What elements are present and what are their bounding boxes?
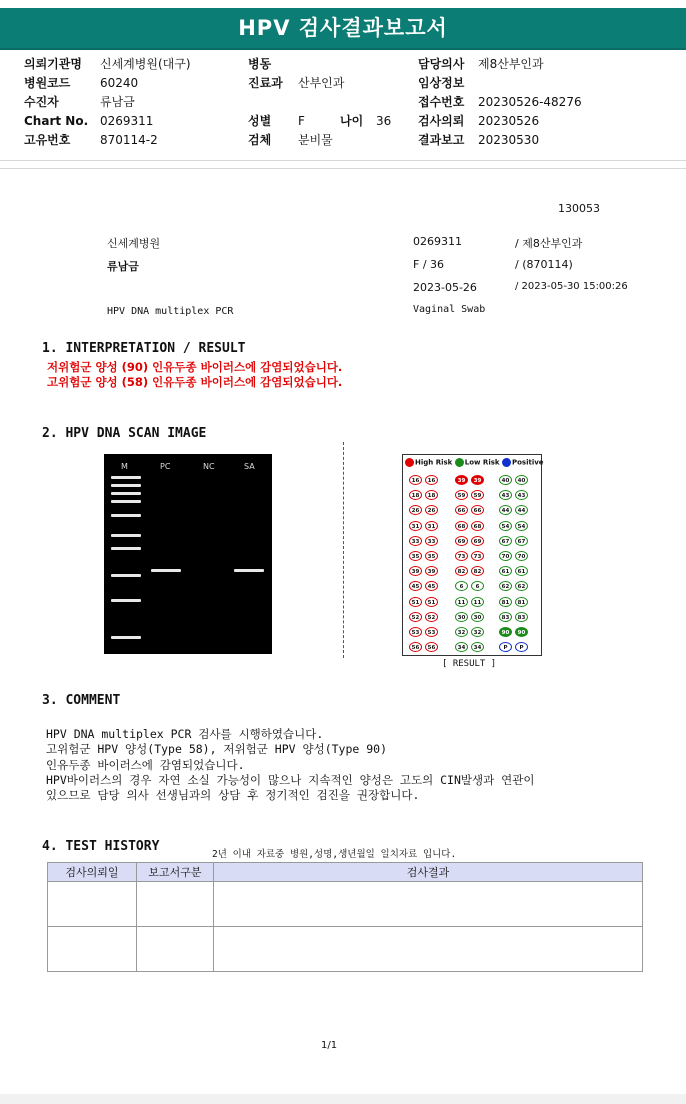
info-label: 병동 — [248, 57, 272, 71]
section-history-title: 4. TEST HISTORY — [42, 839, 160, 854]
test-name: HPV DNA multiplex PCR — [107, 306, 234, 317]
chip-spot: 32 — [471, 627, 484, 637]
chip-spot: 39 — [455, 475, 468, 485]
table-row — [48, 882, 643, 927]
chip-spot: 62 — [499, 581, 512, 591]
chip-spot: 69 — [455, 536, 468, 546]
birth-date: / (870114) — [515, 258, 573, 271]
chip-spot: 31 — [409, 521, 422, 531]
report-code: 130053 — [558, 202, 600, 215]
gel-sample-band — [234, 569, 264, 572]
table-cell — [48, 882, 137, 927]
chip-spot: 32 — [455, 627, 468, 637]
chip-spot: 73 — [471, 551, 484, 561]
info-value: 산부인과 — [298, 76, 345, 90]
chip-spot: 68 — [455, 521, 468, 531]
gel-ladder-band — [111, 534, 141, 537]
chip-spot: 26 — [425, 505, 438, 515]
chip-spot: 16 — [409, 475, 422, 485]
hpv-chip-scan — [402, 454, 542, 656]
table-header-row — [48, 863, 643, 882]
legend-label: Low Risk — [464, 458, 500, 467]
info-value: 류남금 — [100, 95, 135, 109]
chip-spot: 6 — [471, 581, 484, 591]
chip-spot: P — [499, 642, 512, 652]
info-label: Chart No. — [24, 114, 89, 128]
chip-spot: 62 — [515, 581, 528, 591]
chip-spot: 66 — [471, 505, 484, 515]
gel-lane-label: NC — [203, 462, 215, 471]
divider — [0, 168, 686, 169]
info-value: 분비물 — [298, 133, 333, 147]
info-col-1 — [24, 55, 191, 150]
chip-spot: 40 — [515, 475, 528, 485]
age-value: 36 — [376, 114, 392, 128]
chip-spot: 70 — [515, 551, 528, 561]
gel-ladder-band — [111, 476, 141, 479]
chip-spot: 81 — [499, 597, 512, 607]
info-label: 검사의뢰 — [418, 114, 465, 128]
chip-spot: 44 — [515, 505, 528, 515]
chip-spot: 52 — [425, 612, 438, 622]
positive-dot-icon — [502, 458, 511, 467]
request-date: 2023-05-26 — [413, 281, 477, 294]
info-value: F — [298, 114, 305, 128]
divider — [0, 160, 686, 161]
chip-spot: 90 — [515, 627, 528, 637]
chip-spot: 18 — [425, 490, 438, 500]
chart-number: 0269311 — [413, 235, 462, 248]
chip-spot: 51 — [425, 597, 438, 607]
gel-ladder-band — [111, 547, 141, 550]
table-cell — [214, 927, 643, 972]
chip-spot: 70 — [499, 551, 512, 561]
chip-spot: 6 — [455, 581, 468, 591]
info-label: 진료과 — [248, 76, 283, 90]
chip-spot: 11 — [471, 597, 484, 607]
chip-spot: 11 — [455, 597, 468, 607]
gel-ladder-band — [111, 636, 141, 639]
chip-spot: 30 — [471, 612, 484, 622]
info-label: 의뢰기관명 — [24, 57, 82, 71]
chip-spot: P — [515, 642, 528, 652]
chip-spot: 67 — [515, 536, 528, 546]
comment-line: HPV바이러스의 경우 자연 소실 가능성이 많으나 지속적인 양성은 고도의 CIN발생과 연관이 — [46, 772, 535, 787]
chip-spot: 39 — [409, 566, 422, 576]
info-label: 병원코드 — [24, 76, 71, 90]
chip-spot: 54 — [515, 521, 528, 531]
gel-ladder-band — [111, 500, 141, 503]
gel-lane-label: PC — [160, 462, 171, 471]
low-risk-dot-icon — [455, 458, 464, 467]
chip-spot: 45 — [425, 581, 438, 591]
result-line: 고위험군 양성 (58) 인유두종 바이러스에 감염되었습니다. — [47, 375, 343, 389]
chip-spot: 35 — [425, 551, 438, 561]
table-cell — [137, 882, 214, 927]
result-line: 저위험군 양성 (90) 인유두종 바이러스에 감염되었습니다. — [47, 360, 343, 374]
gel-electrophoresis-image — [104, 454, 272, 654]
report-title: HPV 검사결과보고서 — [0, 8, 686, 50]
chip-legend — [405, 458, 544, 467]
chip-spot: 59 — [455, 490, 468, 500]
legend-label: Positive — [511, 458, 544, 467]
chip-spot: 56 — [425, 642, 438, 652]
chip-spot: 82 — [471, 566, 484, 576]
info-label: 임상정보 — [418, 76, 465, 90]
chip-spot: 39 — [425, 566, 438, 576]
sex-age: F / 36 — [413, 258, 445, 271]
chip-spot: 83 — [515, 612, 528, 622]
chip-spot: 61 — [515, 566, 528, 576]
chip-spot: 90 — [499, 627, 512, 637]
gel-ladder-band — [111, 599, 141, 602]
info-col-2 — [248, 55, 391, 150]
info-label: 수진자 — [24, 95, 59, 109]
chip-spot: 26 — [409, 505, 422, 515]
department: / 제8산부인과 — [515, 237, 583, 250]
section-interpretation-title: 1. INTERPRETATION / RESULT — [42, 341, 246, 356]
age-label: 나이 — [340, 114, 364, 128]
info-value: 20230526 — [478, 114, 540, 128]
chip-spot: 53 — [409, 627, 422, 637]
info-label: 담당의사 — [418, 57, 465, 71]
info-label: 성별 — [248, 114, 272, 128]
info-col-3 — [418, 55, 582, 150]
chip-spot: 73 — [455, 551, 468, 561]
info-value: 60240 — [100, 76, 139, 90]
column-header: 검사결과 — [214, 863, 643, 882]
chip-caption: [ RESULT ] — [442, 659, 497, 669]
chip-spot: 53 — [425, 627, 438, 637]
chip-spot: 30 — [455, 612, 468, 622]
chip-spot: 82 — [455, 566, 468, 576]
chip-spot: 61 — [499, 566, 512, 576]
chip-spot: 68 — [471, 521, 484, 531]
chip-spot: 34 — [471, 642, 484, 652]
chip-spot: 43 — [499, 490, 512, 500]
chip-spot: 45 — [409, 581, 422, 591]
chip-spot: 51 — [409, 597, 422, 607]
gel-lane-label: M — [121, 462, 128, 471]
info-label: 접수번호 — [418, 95, 465, 109]
chip-spot: 39 — [471, 475, 484, 485]
chip-spot: 59 — [471, 490, 484, 500]
gel-ladder-band — [111, 484, 141, 487]
gel-sample-band — [151, 569, 181, 572]
specimen-type: Vaginal Swab — [413, 304, 486, 315]
chip-spot: 35 — [409, 551, 422, 561]
info-label: 검체 — [248, 133, 272, 147]
chip-spot: 52 — [409, 612, 422, 622]
comment-block — [46, 727, 534, 803]
gel-ladder-band — [111, 492, 141, 495]
chip-spot: 43 — [515, 490, 528, 500]
legend-label: High Risk — [415, 458, 453, 467]
chip-spot: 54 — [499, 521, 512, 531]
hospital-name: 신세계병원 — [107, 237, 161, 250]
history-table — [47, 862, 643, 972]
comment-line: 인유두종 바이러스에 감염되었습니다. — [46, 757, 245, 772]
info-value: 0269311 — [100, 114, 154, 128]
comment-line: 고위험군 HPV 양성(Type 58), 저위험군 HPV 양성(Type 90) — [46, 742, 388, 757]
table-cell — [214, 882, 643, 927]
chip-spot: 34 — [455, 642, 468, 652]
section-scan-image-title: 2. HPV DNA SCAN IMAGE — [42, 426, 207, 441]
chip-spot: 33 — [409, 536, 422, 546]
chip-spot: 66 — [455, 505, 468, 515]
table-cell — [48, 927, 137, 972]
info-value: 20230526-48276 — [478, 95, 582, 109]
chip-spot: 81 — [515, 597, 528, 607]
info-label: 고유번호 — [24, 133, 71, 147]
gel-ladder-band — [111, 514, 141, 517]
gel-ladder-band — [111, 574, 141, 577]
page-number: 1/1 — [321, 1040, 338, 1051]
comment-line: 있으므로 담당 의사 선생님과의 상담 후 정기적인 검진을 권장합니다. — [46, 788, 420, 803]
section-comment-title: 3. COMMENT — [42, 693, 121, 708]
chip-spot: 69 — [471, 536, 484, 546]
patient-name: 류남금 — [107, 260, 139, 273]
gel-lane-label: SA — [244, 462, 255, 471]
chip-spot: 16 — [425, 475, 438, 485]
chip-spot: 18 — [409, 490, 422, 500]
info-value: 870114-2 — [100, 133, 158, 147]
info-value: 제8산부인과 — [478, 57, 544, 71]
chip-spot: 67 — [499, 536, 512, 546]
column-header: 보고서구분 — [137, 863, 214, 882]
column-header: 검사의뢰일 — [48, 863, 137, 882]
chip-spot: 44 — [499, 505, 512, 515]
comment-line: HPV DNA multiplex PCR 검사를 시행하였습니다. — [46, 727, 324, 741]
info-value: 신세계병원(대구) — [100, 57, 191, 71]
table-row — [48, 927, 643, 972]
high-risk-dot-icon — [405, 458, 414, 467]
divider-dashed — [343, 442, 344, 658]
history-note: 2년 이내 자료중 병원,성명,생년월일 일치자료 입니다. — [212, 849, 457, 860]
info-value: 20230530 — [478, 133, 540, 147]
chip-spot: 56 — [409, 642, 422, 652]
chip-spot: 33 — [425, 536, 438, 546]
chip-spot: 31 — [425, 521, 438, 531]
report-datetime: / 2023-05-30 15:00:26 — [515, 281, 628, 292]
chip-spot: 40 — [499, 475, 512, 485]
info-label: 결과보고 — [418, 133, 465, 147]
table-cell — [137, 927, 214, 972]
chip-spot: 83 — [499, 612, 512, 622]
